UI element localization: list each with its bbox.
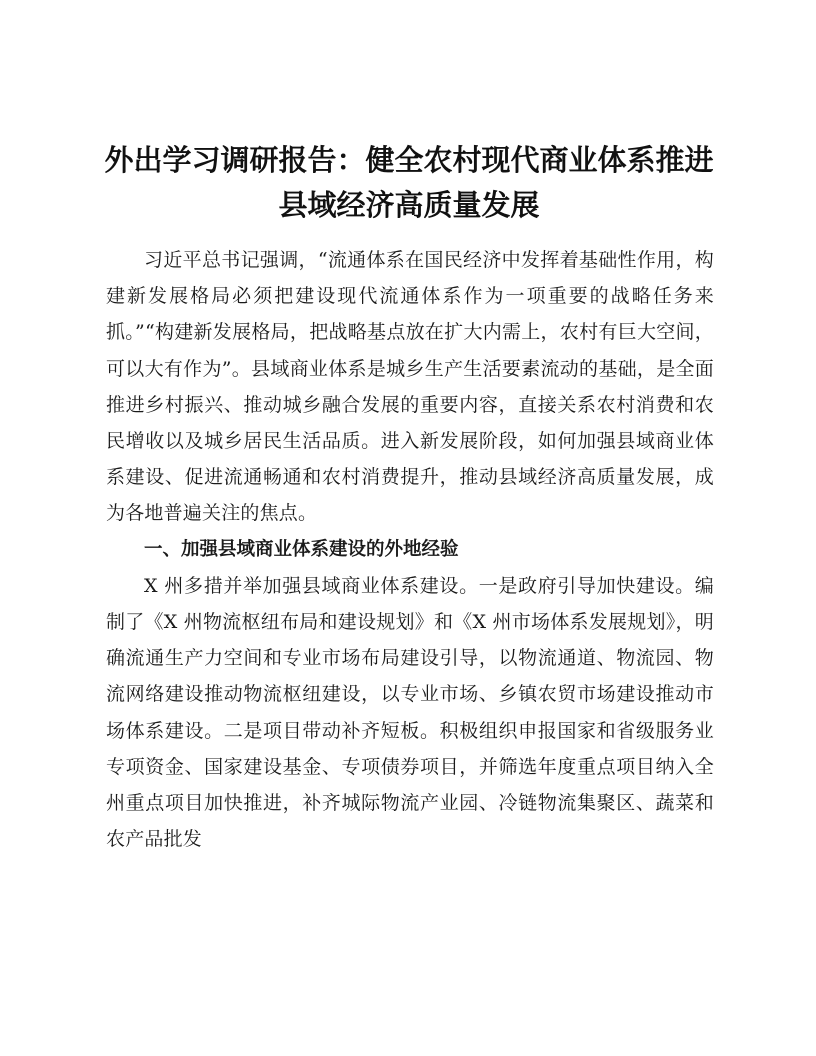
document-body <box>106 242 714 857</box>
document-title: 外出学习调研报告：健全农村现代商业体系推进县域经济高质量发展 <box>104 143 714 222</box>
section-paragraph: X 州多措并举加强县域商业体系建设。一是政府引导加快建设。编制了《X 州物流枢纽布局和建设规划》和《X 州市场体系发展规划》，明确流通生产力空间和专业市场布局建设引导，以物流通道、物流园、物流网络建设推动物流枢纽建设，以专业市场、乡镇农贸市场建设推动市场体系建设。二是项目带动补齐短板。积极组织申报国家和省级服务业专项资金、国家建设基金、专项债券项目，并筛选年度重点项目纳入全州重点项目加快推进，补齐城际物流产业园、冷链物流集聚区、蔬菜和农产品批发 <box>106 574 714 851</box>
section-heading: 一、加强县域商业体系建设的外地经验 <box>144 538 459 560</box>
intro-paragraph: 习近平总书记强调，“流通体系在国民经济中发挥着基础性作用，构建新发展格局必须把建设现代流通体系作为一项重要的战略任务来抓。”“构建新发展格局，把战略基点放在扩大内需上，农村有巨大空间，可以大有作为”。县域商业体系是城乡生产生活要素流动的基础，是全面推进乡村振兴、推动城乡融合发展的重要内容，直接关系农村消费和农民增收以及城乡居民生活品质。进入新发展阶段，如何加强县域商业体系建设、促进流通畅通和农村消费提升，推动县域经济高质量发展，成为各地普遍关注的焦点。 <box>106 249 714 525</box>
